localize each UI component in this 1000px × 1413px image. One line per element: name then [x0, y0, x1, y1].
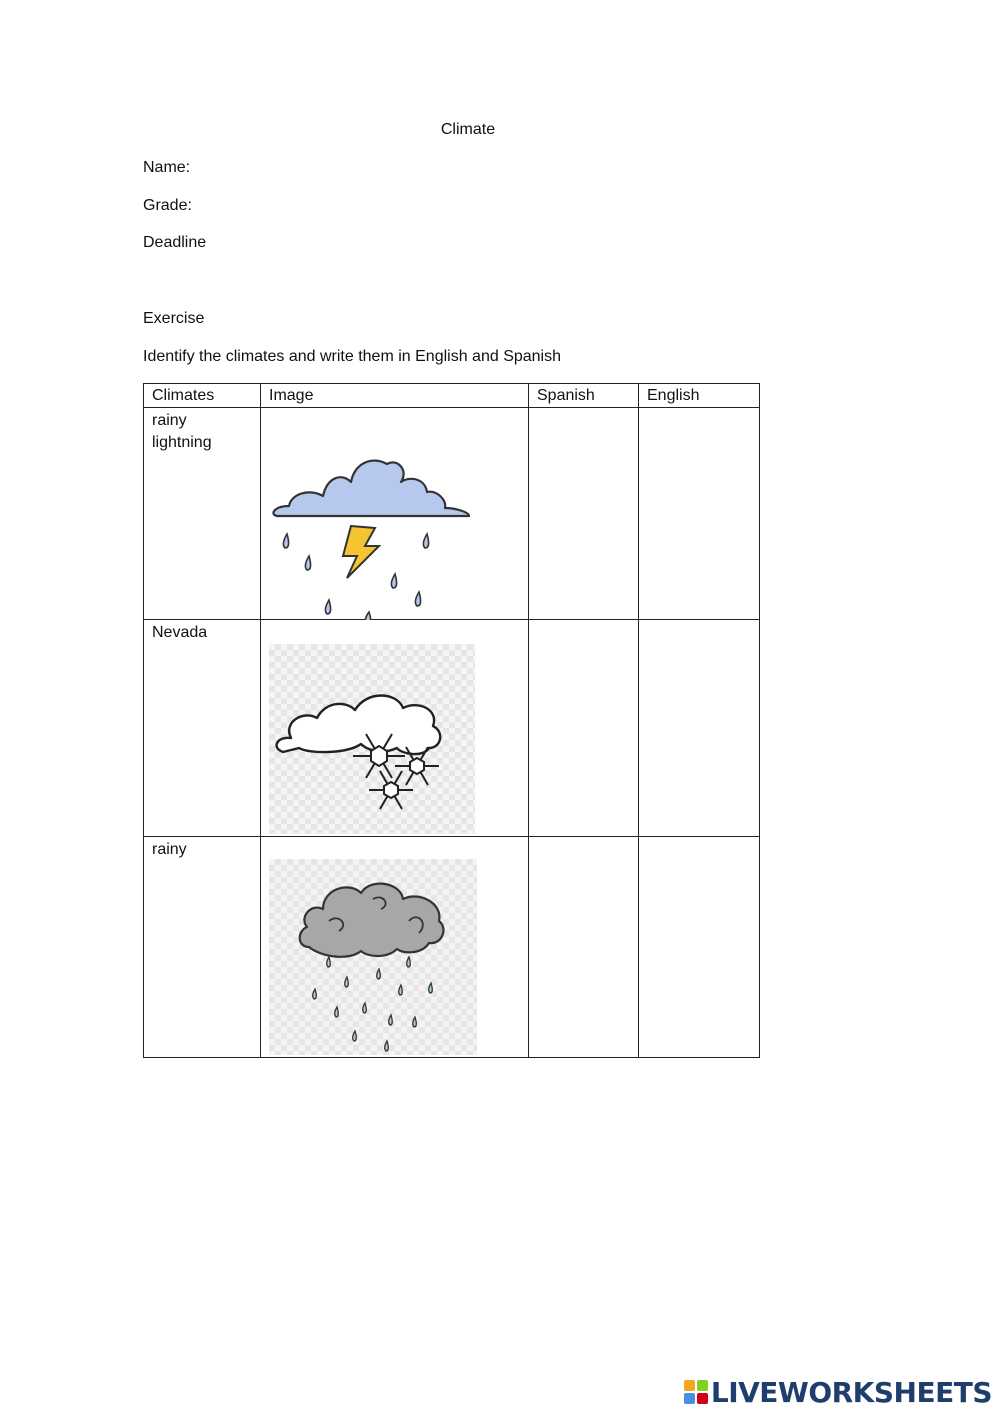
english-answer-cell[interactable]	[639, 620, 760, 837]
name-label: Name:	[143, 159, 191, 176]
spanish-answer-cell[interactable]	[529, 408, 639, 620]
image-cell	[261, 408, 529, 620]
table-header-row	[144, 384, 760, 408]
header-image: Image	[261, 384, 529, 408]
header-spanish: Spanish	[529, 384, 639, 408]
thunderstorm-icon	[269, 428, 475, 620]
spanish-answer-cell[interactable]	[529, 837, 639, 1058]
logo-mark-icon	[684, 1380, 708, 1404]
spanish-answer-cell[interactable]	[529, 620, 639, 837]
table-row	[144, 620, 760, 837]
liveworksheets-logo	[684, 1375, 992, 1409]
image-cell	[261, 837, 529, 1058]
image-cell	[261, 620, 529, 837]
english-answer-cell[interactable]	[639, 408, 760, 620]
climate-cell: rainy	[144, 837, 261, 1058]
table-row	[144, 837, 760, 1058]
header-climates: Climates	[144, 384, 261, 408]
climates-table	[143, 383, 760, 1058]
logo-text: LIVEWORKSHEETS	[710, 1375, 992, 1409]
header-english: English	[639, 384, 760, 408]
exercise-heading: Exercise	[143, 310, 205, 327]
grade-label: Grade:	[143, 197, 192, 214]
page-title: Climate	[440, 121, 496, 138]
deadline-label: Deadline	[143, 234, 207, 251]
rain-cloud-icon	[269, 859, 477, 1055]
climate-cell: Nevada	[144, 620, 261, 837]
table-row	[144, 408, 760, 620]
climate-cell: rainy lightning	[144, 408, 261, 620]
instruction-text: Identify the climates and write them in English and Spanish	[143, 348, 562, 365]
english-answer-cell[interactable]	[639, 837, 760, 1058]
snow-cloud-icon	[269, 644, 475, 834]
